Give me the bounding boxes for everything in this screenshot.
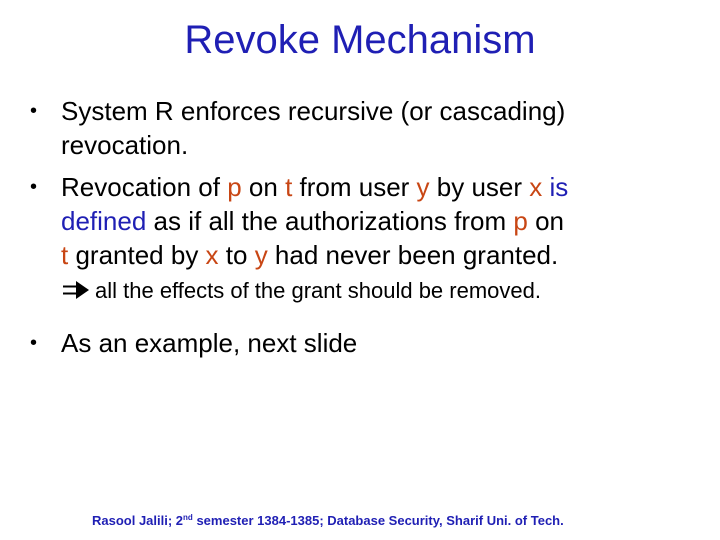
bullet-1-line-1: System R enforces recursive (or cascading)	[61, 96, 566, 126]
highlight-p: p	[227, 172, 242, 202]
text-fragment: from user	[292, 172, 417, 202]
highlight-p: p	[513, 206, 528, 236]
bullet-glyph: •	[30, 332, 38, 354]
highlight-y: y	[416, 172, 430, 202]
bullet-list	[30, 94, 700, 360]
highlight-y: y	[254, 240, 268, 270]
slide-footer	[92, 512, 564, 530]
text-fragment: as if all the authorizations from	[146, 206, 514, 236]
highlight-is: is	[549, 172, 569, 202]
bullet-2-line-1	[61, 170, 700, 204]
bullet-item-revocation-definition	[30, 170, 700, 272]
bullet-3-line-1: As an example, next slide	[61, 328, 358, 358]
footer-ordinal-suffix: nd	[183, 513, 193, 522]
text-fragment: Revocation of	[61, 172, 228, 202]
text-fragment: by user	[429, 172, 530, 202]
highlight-x: x	[205, 240, 219, 270]
text-fragment: on	[241, 172, 286, 202]
text-fragment: had never been granted.	[267, 240, 559, 270]
text-fragment: granted by	[68, 240, 206, 270]
sub-point-effects-removed	[30, 276, 700, 306]
text-fragment: to	[218, 240, 255, 270]
bullet-glyph: •	[30, 100, 38, 122]
bullet-2-line-2	[61, 204, 700, 238]
slide-title: Revoke Mechanism	[184, 18, 536, 62]
bullet-item-recursive-revocation	[30, 94, 700, 162]
bullet-item-next-slide	[30, 326, 700, 360]
right-arrow-icon	[61, 280, 91, 300]
footer-text-pre: Rasool Jalili; 2	[92, 513, 184, 528]
highlight-defined: defined	[61, 206, 147, 236]
bullet-2-line-3	[61, 238, 700, 272]
highlight-t: t	[61, 240, 69, 270]
bullet-glyph: •	[30, 176, 38, 198]
footer-text-post: semester 1384-1385; Database Security, Sharif Uni. of Tech.	[192, 513, 564, 528]
text-fragment	[542, 172, 549, 202]
sub-point-text: all the effects of the grant should be removed.	[95, 278, 541, 303]
bullet-1-line-2: revocation.	[61, 130, 189, 160]
highlight-t: t	[285, 172, 293, 202]
highlight-x: x	[529, 172, 543, 202]
text-fragment: on	[527, 206, 564, 236]
